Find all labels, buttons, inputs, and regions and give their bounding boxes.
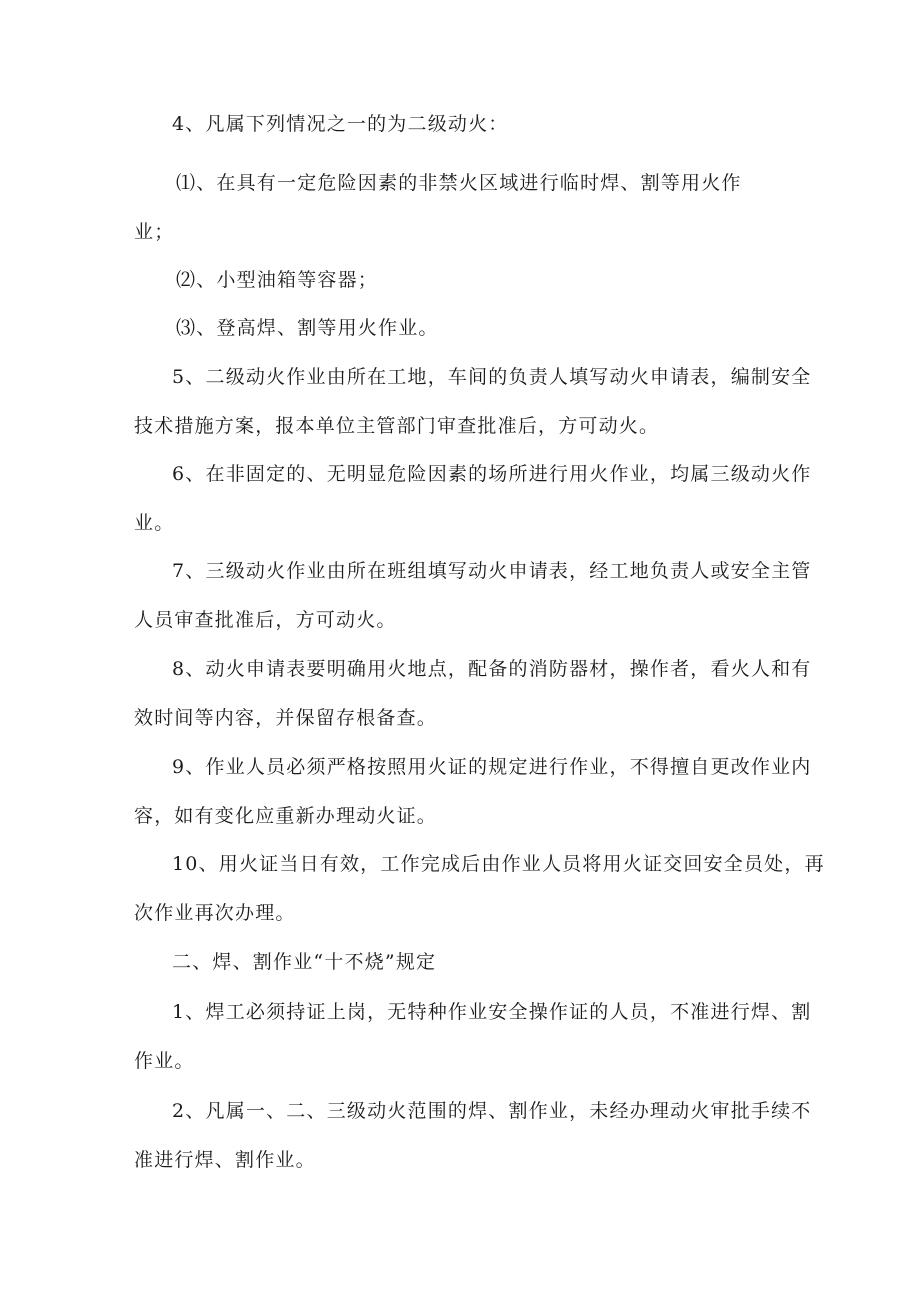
text-line: 4、凡属下列情况之一的为二级动火： — [172, 113, 509, 135]
text-line: 技术措施方案，报本单位主管部门审查批准后，方可动火。 — [134, 415, 660, 437]
text-line: 业； — [134, 221, 175, 243]
text-line: 次作业再次办理。 — [134, 902, 296, 924]
text-line: 7、三级动火作业由所在班组填写动火申请表，经工地负责人或安全主管 — [172, 560, 812, 582]
paragraph-item-8 — [134, 645, 814, 743]
text-line: 二、焊、割作业“十不烧”规定 — [172, 951, 437, 973]
paragraph-item-4-3 — [176, 304, 816, 353]
text-line: 准进行焊、割作业。 — [134, 1149, 316, 1171]
text-line: ⑶、登高焊、割等用火作业。 — [176, 317, 439, 339]
rule-item-1 — [134, 988, 814, 1086]
text-line: 5、二级动火作业由所在工地，车间的负责人填写动火申请表，编制安全 — [172, 366, 812, 388]
paragraph-item-5 — [134, 353, 814, 451]
paragraph-item-4-2 — [176, 256, 816, 305]
text-line: 6、在非固定的、无明显危险因素的场所进行用火作业，均属三级动火作 — [172, 463, 812, 485]
text-line: 作业。 — [134, 1050, 195, 1072]
section-heading — [134, 938, 814, 987]
text-line: 效时间等内容，并保留存根备查。 — [134, 707, 438, 729]
text-line: 容，如有变化应重新办理动火证。 — [134, 805, 438, 827]
paragraph-item-6 — [134, 450, 814, 548]
paragraph-item-4 — [134, 100, 814, 149]
text-line: 8、动火申请表要明确用火地点，配备的消防器材，操作者，看火人和有 — [172, 658, 812, 680]
paragraph-item-4-1 — [134, 159, 816, 257]
text-line: ⑴、在具有一定危险因素的非禁火区域进行临时焊、割等用火作 — [176, 172, 742, 194]
text-line: 2、凡属一、二、三级动火范围的焊、割作业，未经办理动火审批手续不 — [172, 1100, 812, 1122]
text-line: 9、作业人员必须严格按照用火证的规定进行作业，不得擅自更改作业内 — [172, 756, 812, 778]
text-line: 1、焊工必须持证上岗，无特种作业安全操作证的人员，不准进行焊、割 — [172, 1001, 812, 1023]
paragraph-item-7 — [134, 547, 814, 645]
paragraph-item-10 — [134, 840, 825, 938]
text-line: 人员审查批准后，方可动火。 — [134, 609, 397, 631]
paragraph-item-9 — [134, 743, 814, 841]
text-line: 10、用火证当日有效，工作完成后由作业人员将用火证交回安全员处，再 — [172, 853, 825, 875]
text-line: 业。 — [134, 512, 175, 534]
text-line: ⑵、小型油箱等容器； — [176, 269, 379, 291]
rule-item-2 — [134, 1087, 814, 1185]
